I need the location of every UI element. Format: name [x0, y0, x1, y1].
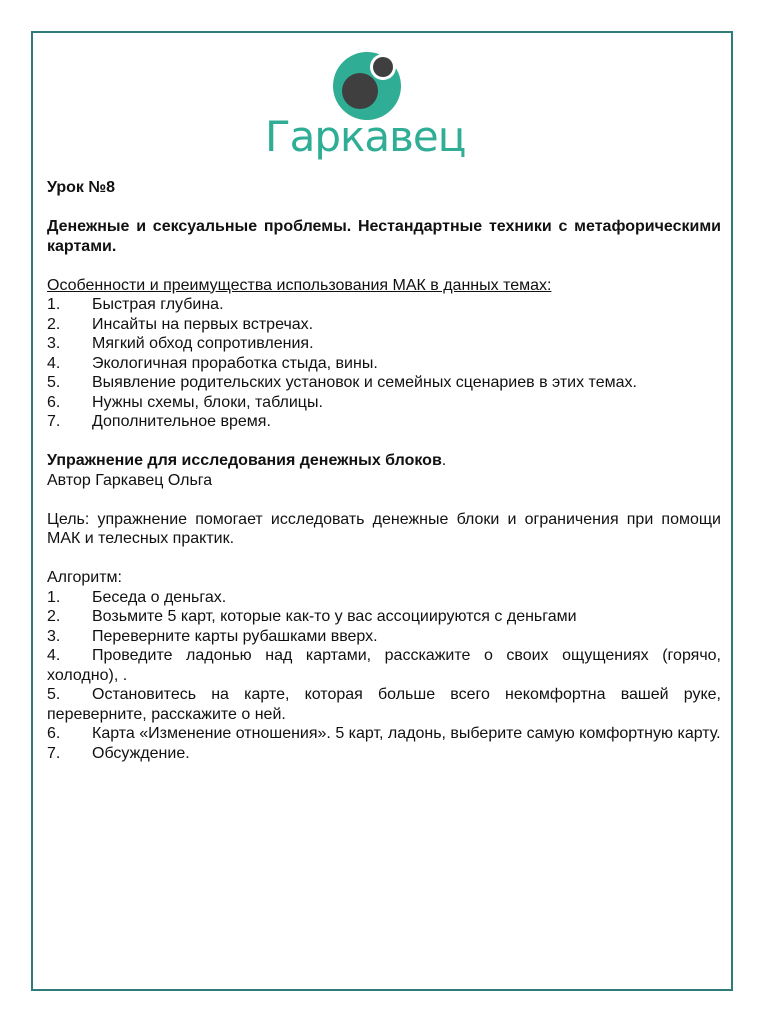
algorithm-label: Алгоритм:: [47, 569, 122, 586]
exercise-author: Автор Гаркавец Ольга: [47, 471, 213, 489]
list-item: 2. Возьмите 5 карт, которые как-то у вас ассоциируются с деньгами: [47, 608, 577, 625]
list-item: 1. Беседа о деньгах.: [47, 588, 227, 606]
list-item: 6. Нужны схемы, блоки, таблицы.: [47, 393, 323, 411]
logo-wordmark: Гаркавец: [265, 112, 466, 161]
list-item: 5. Выявление родительских установок и семейных сценариев в этих темах.: [47, 374, 637, 391]
features-intro: Особенности и преимущества использования МАК в данных темах:: [47, 276, 552, 294]
list-item: 4. Экологичная проработка стыда, вины.: [47, 354, 378, 372]
list-item: 6. Карта «Изменение отношения». 5 карт, ладонь, выберите самую комфортную карту.: [47, 725, 721, 742]
document-body: [47, 178, 721, 763]
list-item: 3. Мягкий обход сопротивления.: [47, 335, 314, 352]
features-list: [47, 295, 721, 432]
lesson-number: Урок №8: [47, 179, 116, 196]
list-item: 7. Дополнительное время.: [47, 413, 271, 430]
list-item: 3. Переверните карты рубашками вверх.: [47, 627, 378, 645]
exercise-title: Упражнение для исследования денежных блоков: [47, 452, 442, 469]
list-item: 4. Проведите ладонью над картами, расскажите о своих ощущениях (горячо, холодно), .: [47, 647, 721, 684]
exercise-heading: Упражнение для исследования денежных блоков.: [47, 452, 447, 469]
list-item: 2. Инсайты на первых встречах.: [47, 315, 314, 333]
lesson-title: Денежные и сексуальные проблемы. Нестандартные техники с метафорическими картами.: [47, 218, 721, 255]
algorithm-steps: [47, 588, 721, 764]
list-item: 5. Остановитесь на карте, которая больше всего некомфортна вашей руке, переверните, расскажите о ней.: [47, 686, 721, 723]
brand-logo: [265, 52, 465, 162]
exercise-goal: Цель: упражнение помогает исследовать денежные блоки и ограничения при помощи МАК и телесных практик.: [47, 510, 721, 547]
list-item: 1. Быстрая глубина.: [47, 296, 224, 313]
list-item: 7. Обсуждение.: [47, 744, 190, 762]
